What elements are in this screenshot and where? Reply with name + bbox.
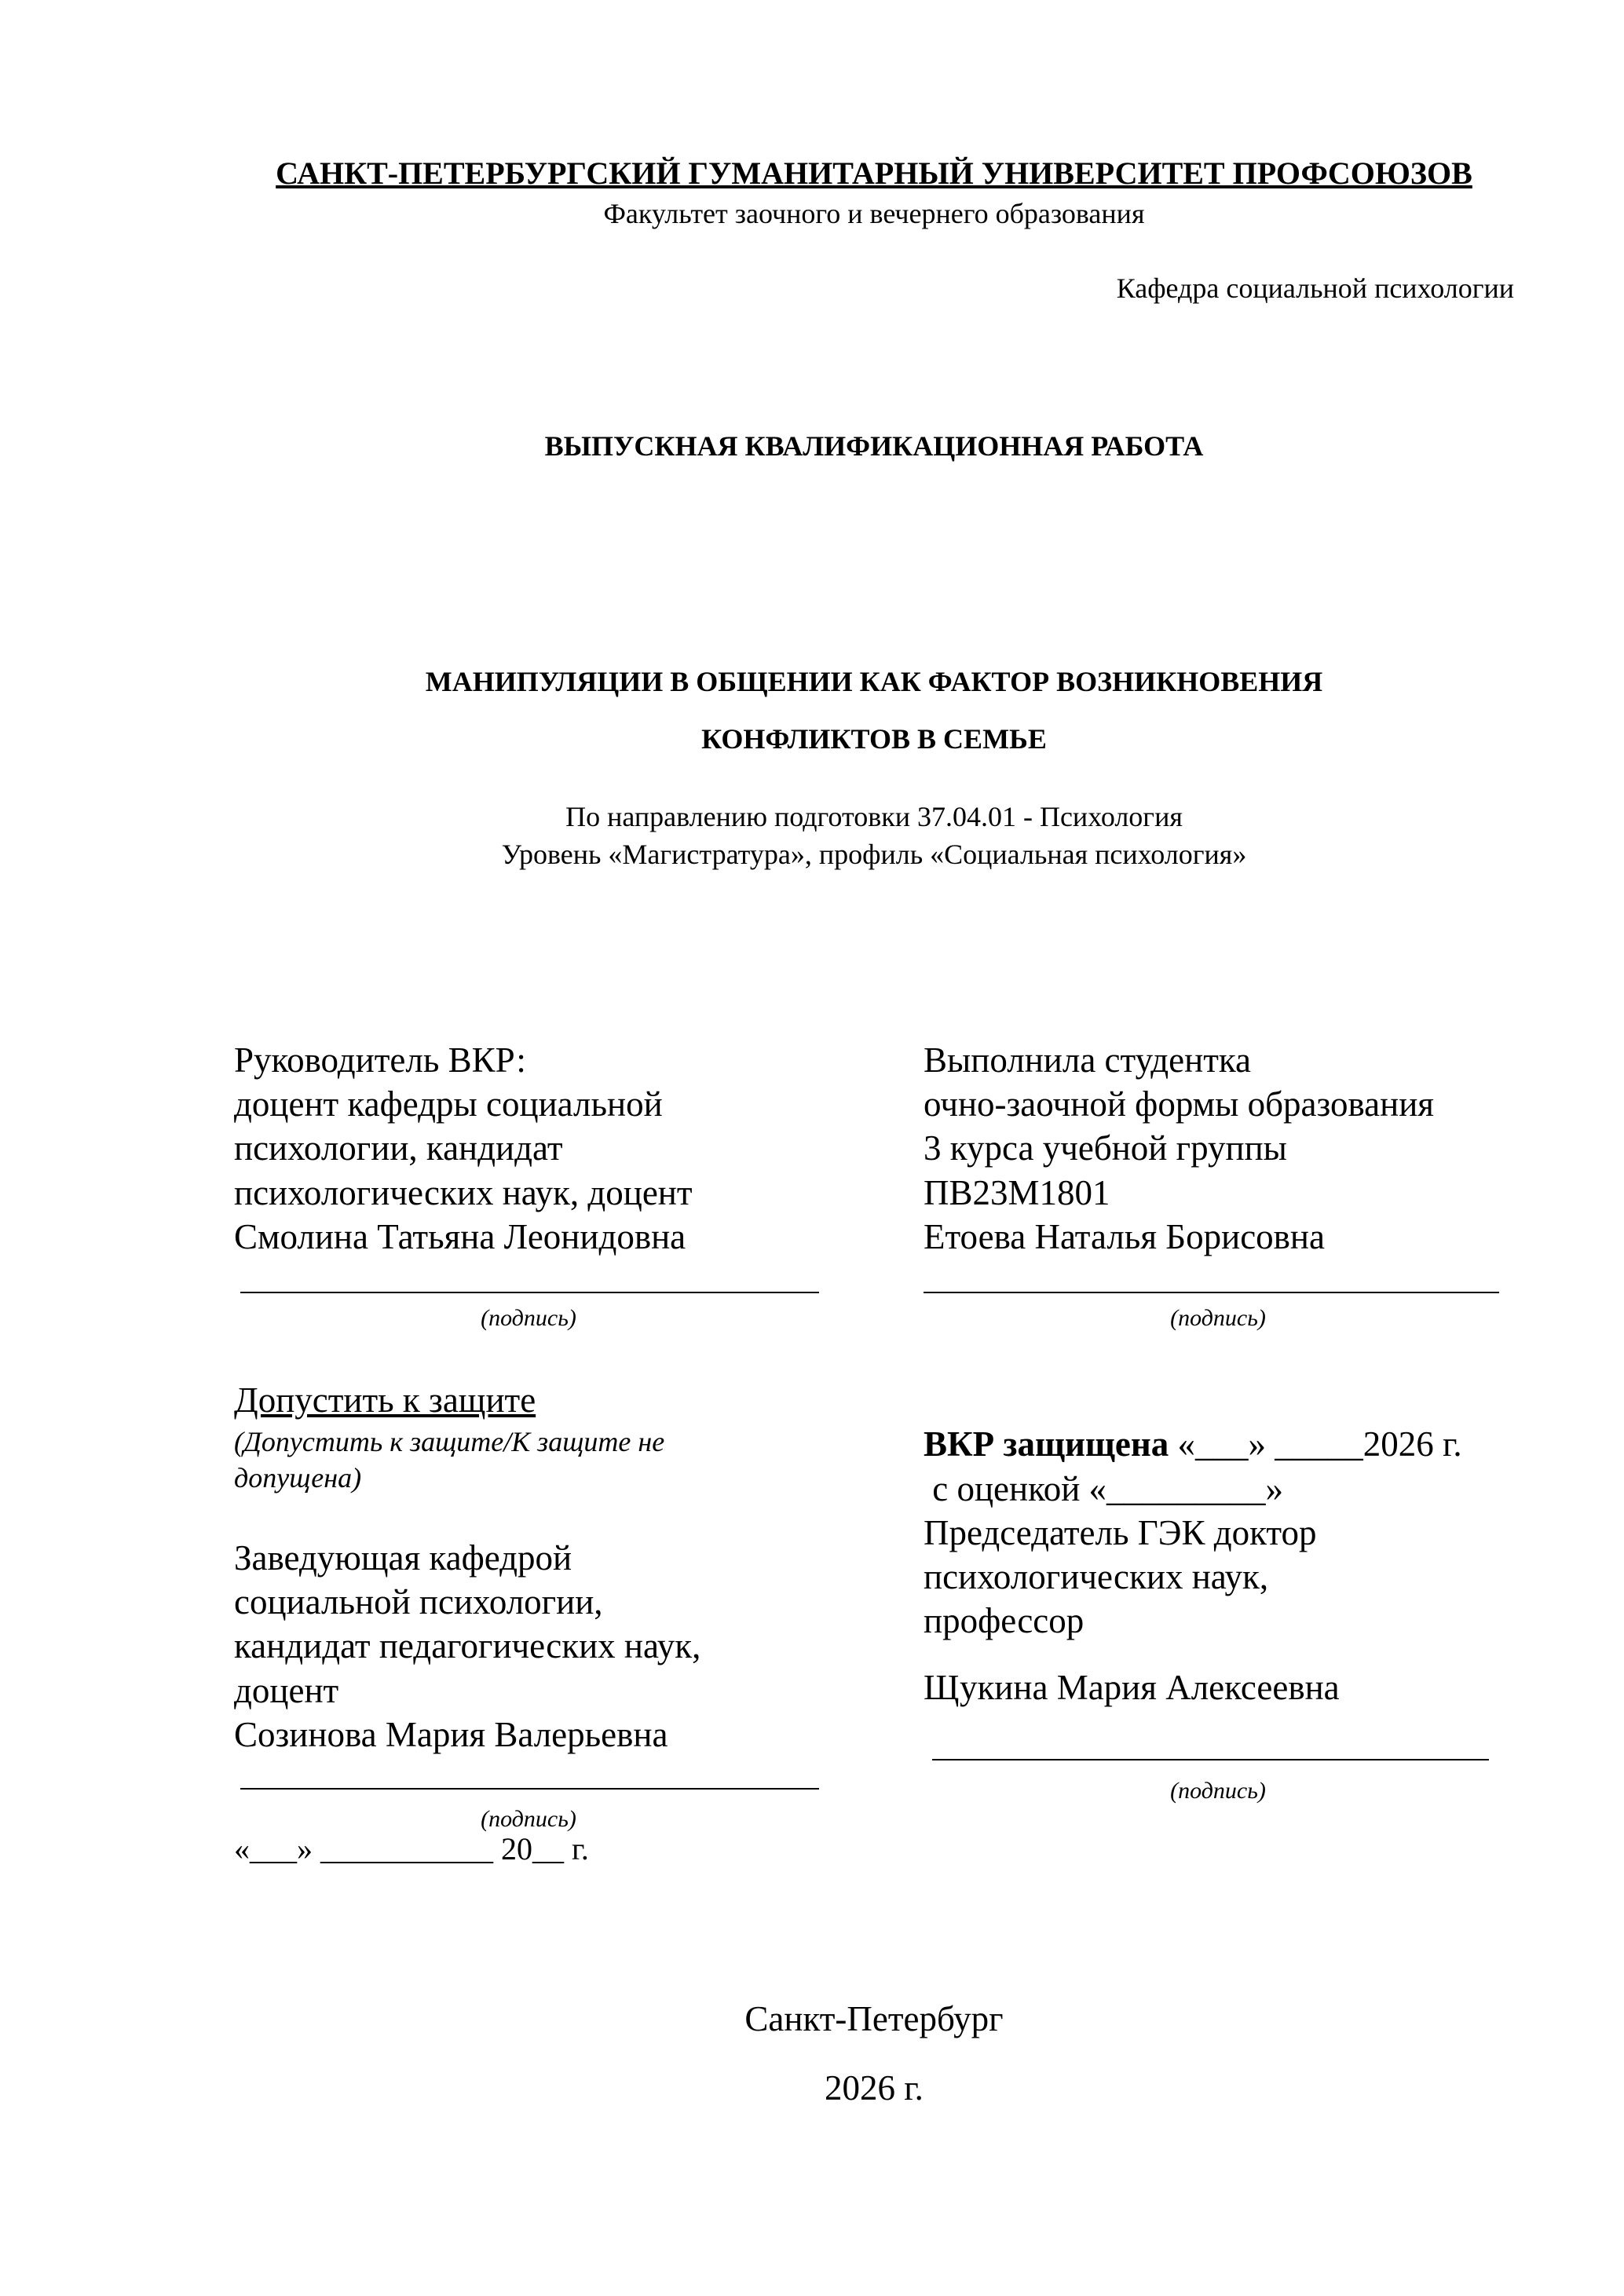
defense-status: [924, 1424, 1462, 1464]
footer-city: Санкт-Петербург: [744, 1999, 1004, 2038]
student-name: Етоева Наталья Борисовна: [924, 1217, 1325, 1256]
supervisor-line: доцент кафедры социальной: [234, 1084, 663, 1124]
work-type-heading: ВЫПУСКНАЯ КВАЛИФИКАЦИОННАЯ РАБОТА: [544, 430, 1204, 462]
head-line: Заведующая кафедрой: [234, 1538, 572, 1578]
supervisor-line: Руководитель ВКР:: [234, 1040, 526, 1080]
chair-signature-line: [932, 1759, 1489, 1760]
chair-name: Щукина Мария Алексеевна: [924, 1668, 1340, 1707]
student-line: очно-заочной формы образования: [924, 1084, 1434, 1124]
university-name: САНКТ-ПЕТЕРБУРГСКИЙ ГУМАНИТАРНЫЙ УНИВЕРСИТЕТ ПРОФСОЮЗОВ: [276, 155, 1472, 191]
head-name: Созинова Мария Валерьевна: [234, 1715, 668, 1754]
supervisor-line: психологии, кандидат: [234, 1128, 563, 1168]
chair-line: профессор: [924, 1601, 1084, 1640]
signature-caption: (подпись): [1170, 1305, 1266, 1331]
head-line: социальной психологии,: [234, 1582, 603, 1621]
defended-label: ВКР защищена: [924, 1424, 1169, 1464]
signature-caption: (подпись): [1170, 1778, 1266, 1804]
student-group: ПВ23М1801: [924, 1173, 1110, 1212]
student-signature-line: [924, 1292, 1499, 1293]
faculty-name: Факультет заочного и вечернего образования: [603, 198, 1145, 229]
head-signature-line: [240, 1788, 819, 1790]
footer-year: 2026 г.: [825, 2068, 924, 2108]
topic-line-1: МАНИПУЛЯЦИИ В ОБЩЕНИИ КАК ФАКТОР ВОЗНИКНОВЕНИЯ: [425, 666, 1323, 697]
head-line: кандидат педагогических наук,: [234, 1626, 701, 1665]
signature-caption: (подпись): [481, 1305, 576, 1331]
supervisor-signature-line: [240, 1292, 819, 1293]
defense-grade: с оценкой «_________»: [924, 1469, 1284, 1508]
student-line: Выполнила студентка: [924, 1040, 1252, 1080]
admission-hint-line: допущена): [234, 1462, 362, 1493]
supervisor-line: психологических наук, доцент: [234, 1173, 693, 1212]
head-line: доцент: [234, 1671, 339, 1710]
direction-line-2: Уровень «Магистратура», профиль «Социальная психология»: [501, 839, 1247, 870]
topic-line-2: КОНФЛИКТОВ В СЕМЬЕ: [701, 723, 1047, 755]
admission-hint-line: (Допустить к защите/К защите не: [234, 1426, 665, 1457]
admission-decision: Допустить к защите: [234, 1380, 536, 1420]
defended-date: «___» _____2026 г.: [1169, 1424, 1462, 1464]
department-name: Кафедра социальной психологии: [1116, 272, 1514, 304]
chair-line: Председатель ГЭК доктор: [924, 1513, 1317, 1552]
supervisor-name: Смолина Татьяна Леонидовна: [234, 1217, 686, 1256]
student-line: 3 курса учебной группы: [924, 1128, 1287, 1168]
signature-caption: (подпись): [481, 1806, 576, 1832]
admission-date: «___» ___________ 20__ г.: [234, 1831, 589, 1866]
chair-line: психологических наук,: [924, 1557, 1269, 1596]
direction-line-1: По направлению подготовки 37.04.01 - Психология: [565, 801, 1183, 832]
